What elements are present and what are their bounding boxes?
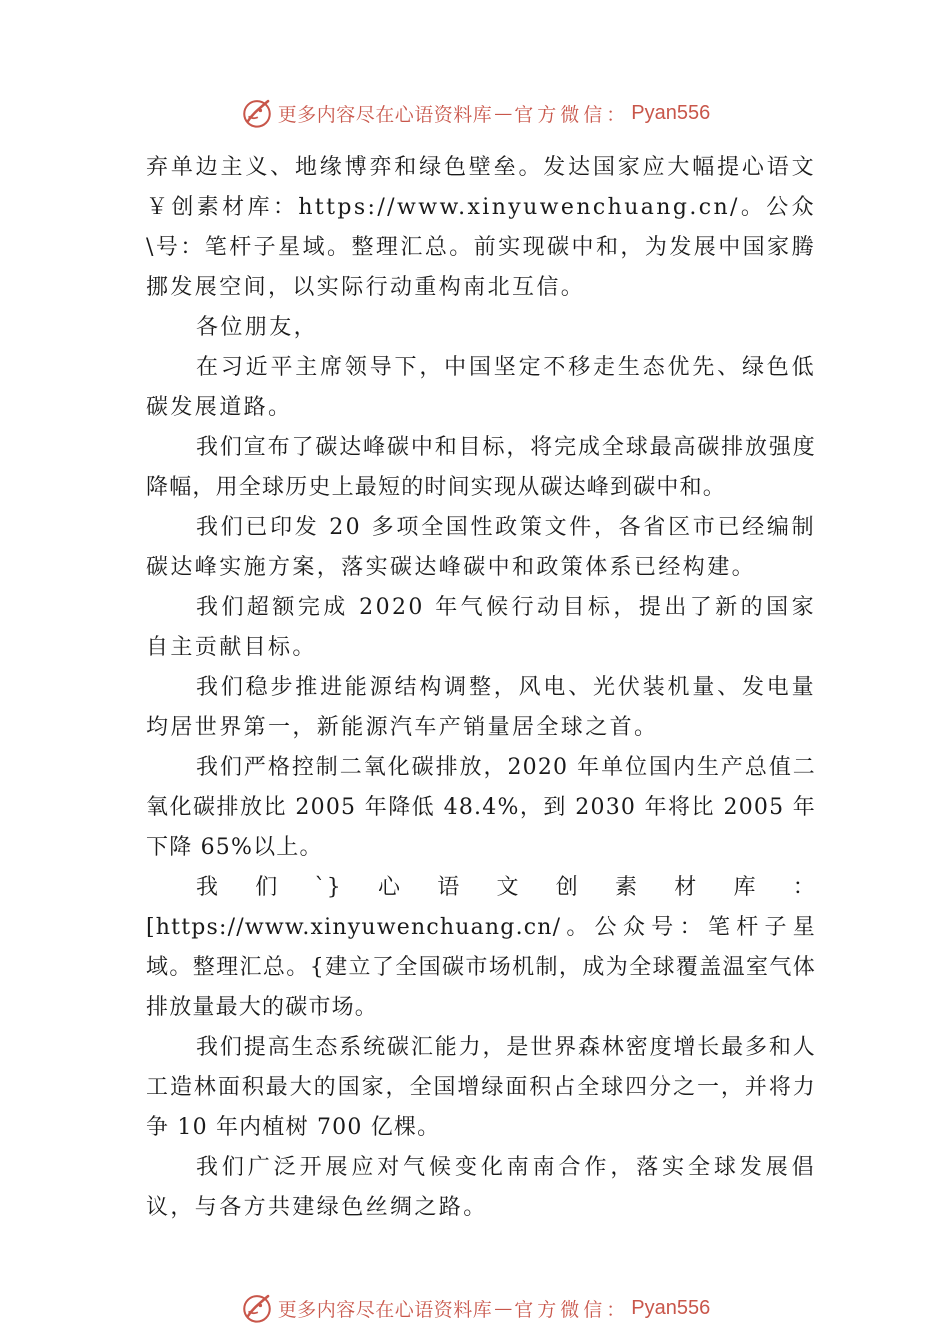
paragraph-4: 我们宣布了碳达峰碳中和目标，将完成全球最高碳排放强度降幅，用全球历史上最短的时间实现从碳达峰到碳中和。 bbox=[146, 435, 816, 500]
banner-brand-text: 更多内容尽在心语资料库 bbox=[277, 1298, 493, 1321]
paragraph-1: 弃单边主义、地缘博弈和绿色壁垒。发达国家应大幅提心语文￥创素材库：https://www.xinyuwenchuang.cn/。公众\号：笔杆子星域。整理汇总。前实现碳中和，为发展中国家腾挪发展空间，以实际行动重构南北互信。 bbox=[146, 155, 816, 300]
banner-dash: — bbox=[494, 1297, 513, 1319]
brush-logo-icon bbox=[240, 1291, 274, 1325]
paragraph-7: 我们稳步推进能源结构调整，风电、光伏装机量、发电量均居世界第一，新能源汽车产销量居全球之首。 bbox=[146, 675, 816, 740]
header-banner bbox=[0, 93, 950, 133]
document-body bbox=[146, 148, 816, 1228]
banner-dash: — bbox=[494, 102, 513, 124]
paragraph-11: 我们广泛开展应对气候变化南南合作，落实全球发展倡议，与各方共建绿色丝绸之路。 bbox=[146, 1155, 816, 1220]
banner-wechat-label: 官方微信： bbox=[514, 103, 630, 126]
paragraph-5: 我们已印发 20 多项全国性政策文件，各省区市已经编制碳达峰实施方案，落实碳达峰碳中和政策体系已经构建。 bbox=[146, 515, 816, 580]
paragraph-6: 我们超额完成 2020 年气候行动目标，提出了新的国家自主贡献目标。 bbox=[146, 595, 816, 660]
banner-account-id: Pyan556 bbox=[631, 101, 711, 124]
paragraph-2: 各位朋友， bbox=[196, 315, 319, 340]
banner-account-id: Pyan556 bbox=[631, 1296, 711, 1319]
brush-logo-icon bbox=[240, 96, 274, 130]
paragraph-8: 我们严格控制二氧化碳排放，2020 年单位国内生产总值二氧化碳排放比 2005 年降低 48.4%，到 2030 年将比 2005 年下降 65%以上。 bbox=[146, 755, 816, 860]
paragraph-3: 在习近平主席领导下，中国坚定不移走生态优先、绿色低碳发展道路。 bbox=[146, 355, 816, 420]
footer-banner bbox=[0, 1288, 950, 1328]
banner-brand-text: 更多内容尽在心语资料库 bbox=[277, 103, 493, 126]
banner-wechat-label: 官方微信： bbox=[514, 1298, 630, 1321]
paragraph-9: 我们`}心语文创素材库：[https://www.xinyuwenchuang.cn/。公众号：笔杆子星域。整理汇总。{建立了全国碳市场机制，成为全球覆盖温室气体排放量最大的碳市场。 bbox=[146, 875, 816, 1020]
paragraph-10: 我们提高生态系统碳汇能力，是世界森林密度增长最多和人工造林面积最大的国家，全国增绿面积占全球四分之一，并将力争 10 年内植树 700 亿棵。 bbox=[146, 1035, 816, 1140]
